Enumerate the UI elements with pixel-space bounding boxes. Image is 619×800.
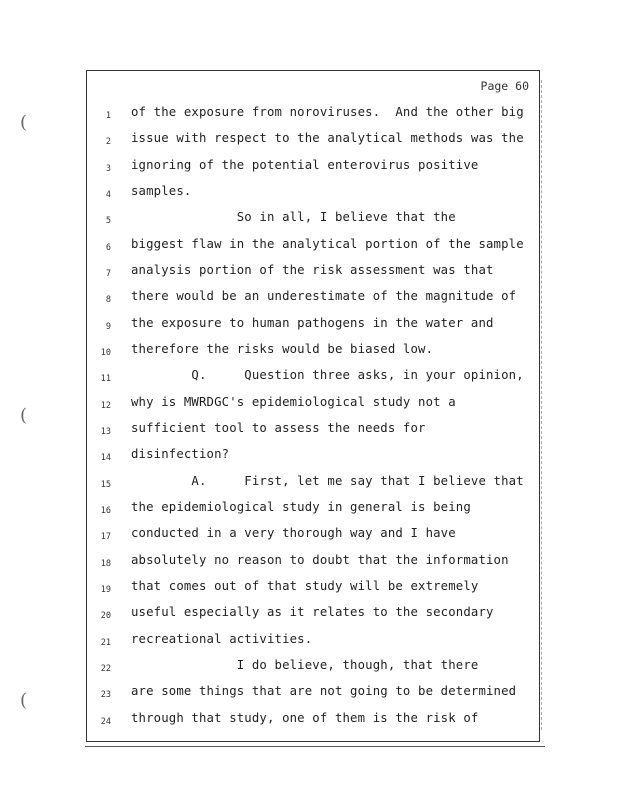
transcript-line xyxy=(87,158,539,178)
line-text: So in all, I believe that the xyxy=(131,210,456,224)
line-text: recreational activities. xyxy=(131,632,313,646)
line-number: 17 xyxy=(100,532,111,542)
line-text: disinfection? xyxy=(131,447,230,461)
transcript-line xyxy=(87,316,539,336)
line-text: why is MWRDGC's epidemiological study not a xyxy=(131,395,456,409)
transcript-line xyxy=(87,105,539,125)
transcript-line xyxy=(87,632,539,652)
line-text: analysis portion of the risk assessment was that xyxy=(131,263,494,277)
transcript-line xyxy=(87,421,539,441)
line-number: 18 xyxy=(100,559,111,569)
line-number: 10 xyxy=(100,348,111,358)
line-number: 24 xyxy=(100,717,111,727)
line-text: useful especially as it relates to the secondary xyxy=(131,605,494,619)
transcript-line xyxy=(87,131,539,151)
line-number: 15 xyxy=(100,480,111,490)
transcript-line xyxy=(87,474,539,494)
transcript-line xyxy=(87,342,539,362)
transcript-page xyxy=(86,70,540,742)
transcript-line xyxy=(87,210,539,230)
line-text: are some things that are not going to be determined xyxy=(131,684,517,698)
line-number: 21 xyxy=(100,638,111,648)
line-number: 13 xyxy=(100,427,111,437)
line-text: I do believe, though, that there xyxy=(131,658,479,672)
line-number: 23 xyxy=(100,690,111,700)
punch-hole-middle: ( xyxy=(20,405,28,426)
line-text: samples. xyxy=(131,184,192,198)
line-text: Q. Question three asks, in your opinion, xyxy=(131,368,524,382)
line-text: A. First, let me say that I believe that xyxy=(131,474,524,488)
line-text: that comes out of that study will be extremely xyxy=(131,579,479,593)
page-number: Page 60 xyxy=(480,79,529,93)
line-text: conducted in a very thorough way and I have xyxy=(131,526,456,540)
transcript-line xyxy=(87,553,539,573)
line-text: ignoring of the potential enterovirus positive xyxy=(131,158,479,172)
transcript-line xyxy=(87,579,539,599)
line-number: 6 xyxy=(105,243,111,253)
line-text: the epidemiological study in general is being xyxy=(131,500,471,514)
line-text: sufficient tool to assess the needs for xyxy=(131,421,426,435)
line-text: absolutely no reason to doubt that the information xyxy=(131,553,509,567)
transcript-line xyxy=(87,605,539,625)
transcript-line xyxy=(87,658,539,678)
transcript-line xyxy=(87,184,539,204)
transcript-line xyxy=(87,289,539,309)
transcript-line xyxy=(87,368,539,388)
transcript-line xyxy=(87,263,539,283)
line-text: there would be an underestimate of the magnitude of xyxy=(131,289,517,303)
line-number: 3 xyxy=(105,164,111,174)
line-text: biggest flaw in the analytical portion of the sample xyxy=(131,237,524,251)
line-number: 1 xyxy=(105,111,111,121)
line-number: 8 xyxy=(105,295,111,305)
line-text: the exposure to human pathogens in the water and xyxy=(131,316,494,330)
line-number: 12 xyxy=(100,401,111,411)
line-number: 9 xyxy=(105,322,111,332)
transcript-line xyxy=(87,500,539,520)
transcript-line xyxy=(87,684,539,704)
transcript-line xyxy=(87,447,539,467)
line-text: through that study, one of them is the risk of xyxy=(131,711,479,725)
line-number: 5 xyxy=(105,216,111,226)
line-number: 19 xyxy=(100,585,111,595)
line-text: of the exposure from noroviruses. And the other big xyxy=(131,105,524,119)
scan-edge xyxy=(539,80,542,730)
transcript-line xyxy=(87,237,539,257)
line-number: 22 xyxy=(100,664,111,674)
line-number: 11 xyxy=(100,374,111,384)
transcript-line xyxy=(87,395,539,415)
line-number: 7 xyxy=(105,269,111,279)
line-text: therefore the risks would be biased low. xyxy=(131,342,434,356)
line-number: 4 xyxy=(105,190,111,200)
punch-hole-top: ( xyxy=(20,112,28,133)
line-number: 2 xyxy=(105,137,111,147)
transcript-line xyxy=(87,711,539,731)
line-number: 16 xyxy=(100,506,111,516)
line-number: 14 xyxy=(100,453,111,463)
transcript-line xyxy=(87,526,539,546)
line-number: 20 xyxy=(100,611,111,621)
line-text: issue with respect to the analytical methods was the xyxy=(131,131,524,145)
punch-hole-bottom: ( xyxy=(20,690,28,711)
